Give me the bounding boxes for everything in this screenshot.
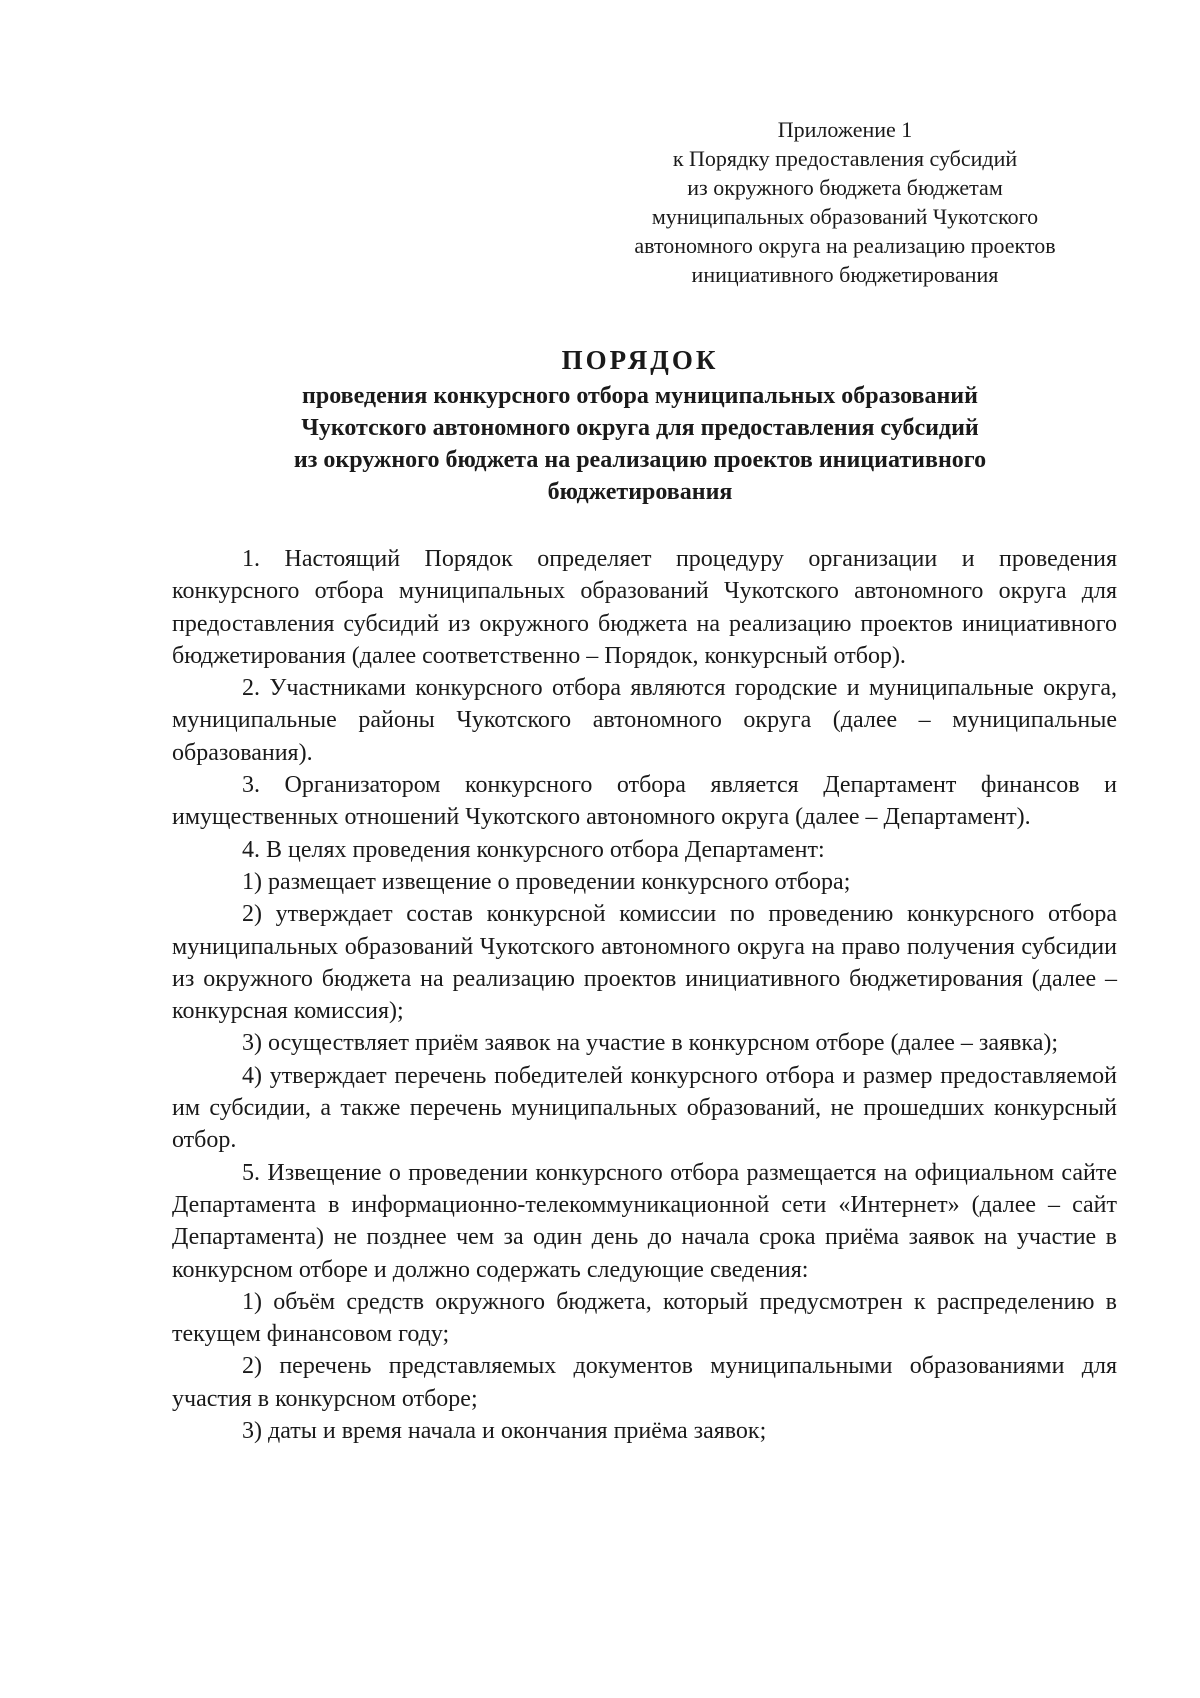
title-sub-line: проведения конкурсного отбора муниципальных образований xyxy=(302,383,978,409)
appendix-line: из окружного бюджета бюджетам xyxy=(687,175,1003,200)
paragraph-4-item-3: 3) осуществляет приём заявок на участие в конкурсном отборе (далее – заявка); xyxy=(242,1030,1059,1057)
paragraph-3: 3. Организатором конкурсного отбора является Департамент финансов и имущественных отношений Чукотского автономного округа (далее – Департамент). xyxy=(172,772,1117,831)
title-sub-line: Чукотского автономного округа для предоставления субсидий xyxy=(301,415,979,441)
paragraph-5-item-1: 1) объём средств окружного бюджета, который предусмотрен к распределению в текущем финансовом году; xyxy=(172,1288,1117,1348)
paragraph-4-item-2: 2) утверждает состав конкурсной комиссии по проведению конкурсного отбора муниципальных образований Чукотского автономного округа на право получения субсидии из окружного бюджета на реализацию проектов инициативного бюджетирования (далее – конкурсная комиссия); xyxy=(172,901,1117,1025)
appendix-line: к Порядку предоставления субсидий xyxy=(672,146,1018,171)
paragraph-2: 2. Участниками конкурсного отбора являются городские и муниципальные округа, муниципальные районы Чукотского автономного округа (далее – муниципальные образования). xyxy=(172,675,1117,766)
paragraph-5-item-2: 2) перечень представляемых документов муниципальными образованиями для участия в конкурсном отборе; xyxy=(172,1353,1117,1412)
appendix-line: автономного округа на реализацию проектов xyxy=(634,233,1056,258)
title-subtitle xyxy=(170,380,1110,508)
paragraph-4: 4. В целях проведения конкурсного отбора Департамент: xyxy=(242,836,825,863)
title-sub-line: бюджетирования xyxy=(547,479,733,505)
paragraph-4-item-1: 1) размещает извещение о проведении конкурсного отбора; xyxy=(242,868,851,895)
document-body xyxy=(172,543,1117,1447)
appendix-line: муниципальных образований Чукотского xyxy=(651,204,1039,229)
appendix-line: инициативного бюджетирования xyxy=(691,262,999,287)
title-main: ПОРЯДОК xyxy=(561,345,719,375)
document-title xyxy=(170,340,1110,508)
paragraph-5-item-3: 3) даты и время начала и окончания приёма заявок; xyxy=(242,1418,767,1445)
appendix-line: Приложение 1 xyxy=(777,117,913,142)
paragraph-5: 5. Извещение о проведении конкурсного отбора размещается на официальном сайте Департамента в информационно-телекоммуникационной сети «Интернет» (далее – сайт Департамента) не позднее чем за один день до начала срока приёма заявок на участие в конкурсном отборе и должно содержать следующие сведения: xyxy=(172,1159,1117,1283)
paragraph-1: 1. Настоящий Порядок определяет процедуру организации и проведения конкурсного отбора муниципальных образований Чукотского автономного округа для предоставления субсидий из окружного бюджета на реализацию проектов инициативного бюджетирования (далее соответственно – Порядок, конкурсный отбор). xyxy=(172,546,1117,669)
title-sub-line: из окружного бюджета на реализацию проектов инициативного xyxy=(293,447,987,473)
appendix-header xyxy=(605,115,1085,289)
paragraph-4-item-4: 4) утверждает перечень победителей конкурсного отбора и размер предоставляемой им субсидии, а также перечень муниципальных образований, не прошедших конкурсный отбор. xyxy=(172,1062,1117,1154)
